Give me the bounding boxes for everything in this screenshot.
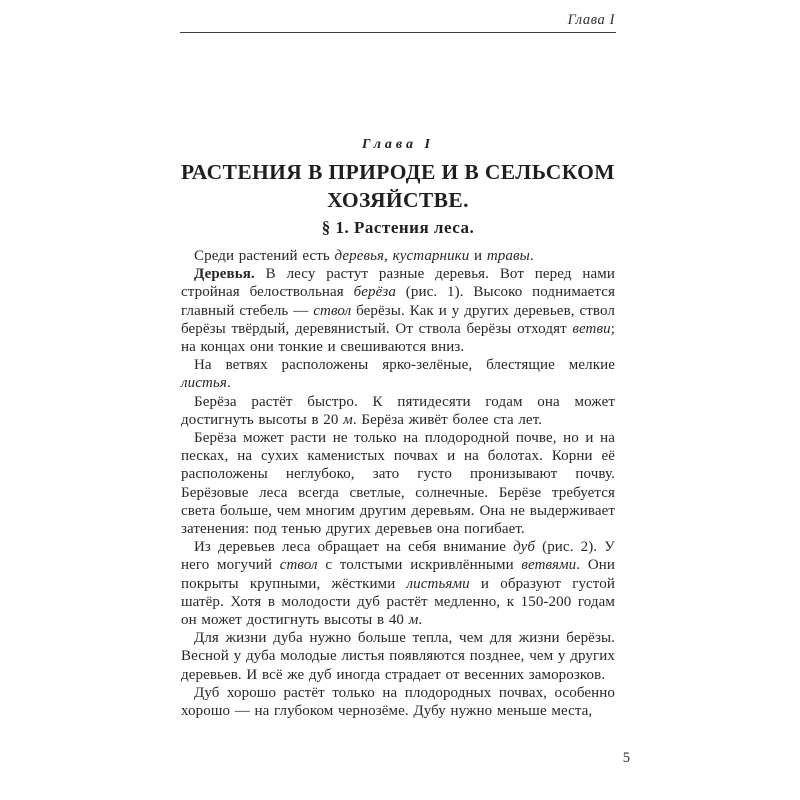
- paragraph-segment: и образуют густой шатёр. Хотя в молодости дуб растёт медленно, к 150-200 годам он может достигнуть высоты в 40: [181, 575, 615, 629]
- paragraph-segment: ; на концах они тонкие и свешиваются вниз.: [181, 320, 615, 356]
- chapter-label: Глава I: [361, 137, 434, 152]
- paragraph: [181, 393, 615, 429]
- paragraph-segment: Дуб хорошо растёт только на плодородных почвах, особенно хорошо — на глубоком чернозёме. Дубу нужно меньше места,: [181, 684, 615, 720]
- paragraph: [181, 265, 615, 356]
- paragraph-segment: Из деревьев леса обращает на себя внимание: [194, 539, 514, 556]
- paragraph-segment: Среди растений есть: [194, 248, 335, 264]
- paragraph-segment: В лесу растут разные деревья. Вот перед нами стройная белоствольная: [181, 266, 615, 301]
- paragraph: [181, 356, 615, 392]
- paragraph-segment: .: [529, 248, 534, 264]
- paragraph-segment: листья: [181, 375, 227, 392]
- paragraph: [181, 429, 615, 538]
- running-header: [180, 12, 615, 29]
- paragraph-segment: дуб: [513, 539, 536, 556]
- chapter-title-line-1: РАСТЕНИЯ В ПРИРОДЕ И В СЕЛЬСКОМ: [181, 160, 615, 184]
- paragraph-segment: м: [343, 411, 353, 428]
- paragraph-segment: деревья, кустарники: [334, 248, 470, 264]
- paragraph-segment: Берёза растёт быстро. К пятидесяти годам она может достигнуть высоты в 20: [181, 393, 615, 428]
- paragraph-segment: ветвями: [521, 557, 577, 574]
- paragraph-segment: .: [226, 375, 231, 392]
- paragraph-segment: ствол: [313, 302, 352, 319]
- body-text: [181, 247, 615, 720]
- paragraph-segment: берёза: [353, 284, 396, 301]
- paragraph-segment: Деревья.: [194, 266, 255, 283]
- paragraph-segment: .: [418, 612, 423, 629]
- paragraph-segment: На ветвях расположены ярко-зелёные, блестящие мелкие: [194, 357, 615, 374]
- page-number: 5: [622, 750, 630, 766]
- paragraph-segment: м: [408, 612, 419, 629]
- paragraph-segment: Для жизни дуба нужно больше тепла, чем для жизни берёзы. Весной у дуба молодые листья появляются позднее, чем у других деревьев. И всё же дуб иногда страдает от весенних заморозков.: [181, 630, 615, 683]
- paragraph-segment: листьями: [406, 575, 470, 592]
- chapter-title: [160, 158, 636, 214]
- paragraph: [181, 629, 615, 684]
- paragraph-segment: ствол: [279, 557, 318, 574]
- paragraph-segment: с толстыми искривлёнными: [317, 557, 522, 574]
- paragraph-segment: . Берёза живёт более ста лет.: [352, 411, 543, 428]
- header-rule: [180, 32, 616, 33]
- paragraph-segment: (рис. 2). У него могучий: [181, 539, 615, 574]
- paragraph-segment: Берёза может расти не только на плодородной почве, но и на песках, на сухих каменистых почвах и на болотах. Корни её расположены неглубоко, зато густо пронизывают почву. Берёзовые леса всегда светлые, солнечные. Берёзе требуется света больше, чем многим другим деревьям. Она не выдерживает затенения: под тенью других деревьев она погибает.: [181, 430, 615, 538]
- paragraph-segment: ветви: [572, 320, 611, 337]
- paragraph-segment: (рис. 1). Высоко поднимается главный стебель —: [181, 284, 616, 319]
- paragraph-segment: . Они покрыты крупными, жёсткими: [181, 557, 616, 592]
- paragraph: [181, 247, 615, 265]
- paragraph-segment: травы: [486, 248, 530, 264]
- paragraph: [181, 538, 615, 629]
- paragraph: [181, 684, 615, 720]
- running-header-text: Глава I: [567, 12, 615, 28]
- paragraph-segment: берёзы. Как и у других деревьев, ствол берёзы твёрдый, деревянистый. От ствола берёзы отходят: [181, 302, 615, 337]
- paragraph-segment: и: [469, 248, 487, 264]
- chapter-title-line-2: ХОЗЯЙСТВЕ.: [327, 188, 469, 212]
- section-heading: § 1. Растения леса.: [321, 218, 475, 237]
